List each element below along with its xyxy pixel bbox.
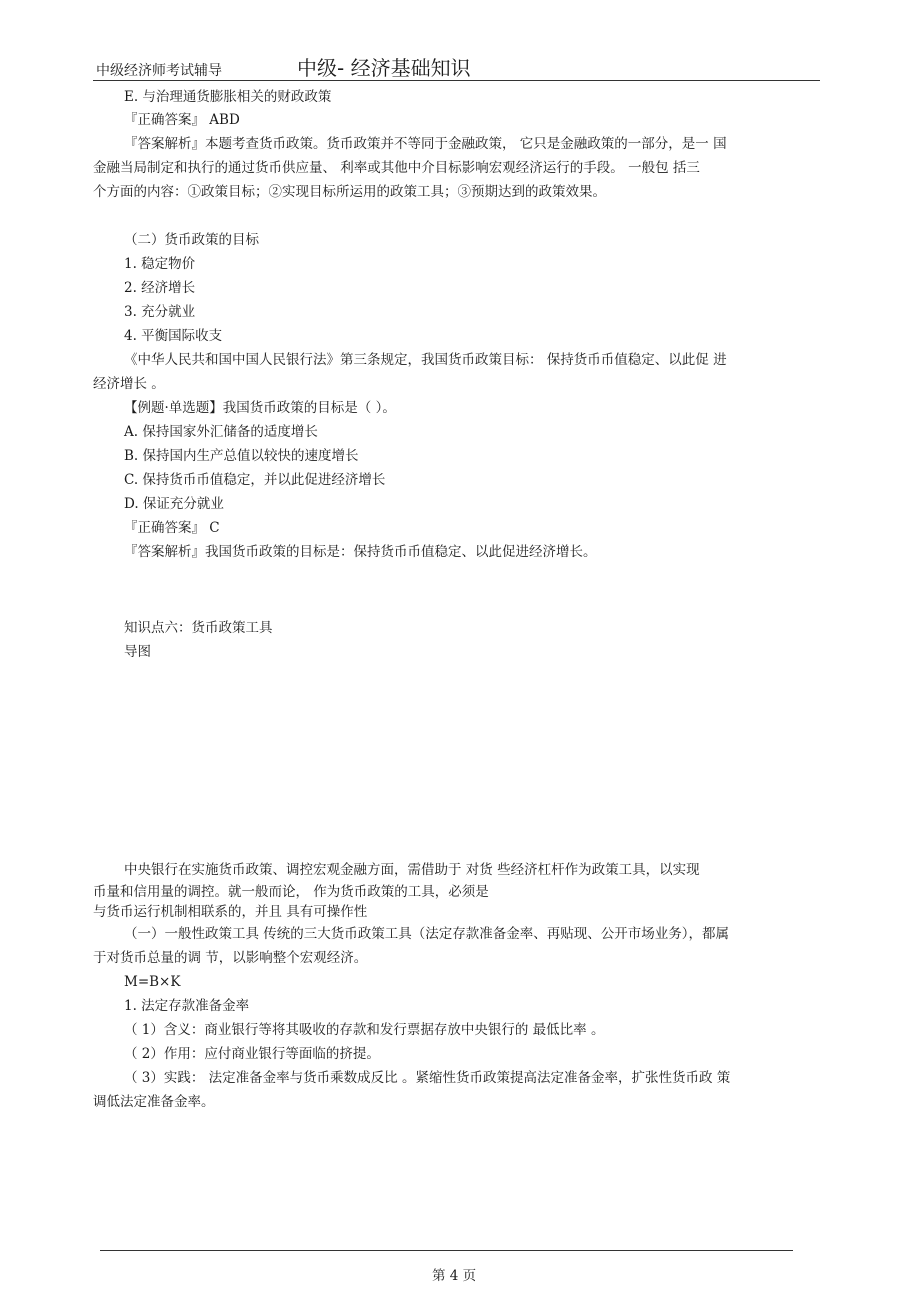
page-number: 第 4 页 <box>432 1268 477 1284</box>
option-e: E. 与治理通货膨胀相关的财政政策 <box>124 89 332 105</box>
general-tools-line-1: （一）一般性政策工具 传统的三大货币政策工具（法定存款准备金率、再贴现、公开市场业务），都属 <box>124 926 730 942</box>
example-question: 【例题·单选题】我国货币政策的目标是（ ）。 <box>124 400 396 416</box>
question-option-d: D. 保证充分就业 <box>124 496 224 512</box>
section-heading-goals: （二）货币政策的目标 <box>124 232 259 248</box>
law-provision-line-1: 《中华人民共和国中国人民银行法》第三条规定，我国货币政策目标： 保持货币币值稳定、以此促 进 <box>124 352 727 368</box>
question-option-a: A. 保持国家外汇储备的适度增长 <box>124 424 318 440</box>
mind-map-label: 导图 <box>124 644 151 660</box>
reserve-ratio-function: （ 2）作用：应付商业银行等面临的挤提。 <box>124 1046 380 1062</box>
correct-answer: 『正确答案』 ABD <box>124 112 240 128</box>
tools-intro-line-2: 币量和信用量的调控。就一般而论， 作为货币政策的工具，必须是 <box>93 884 489 900</box>
reserve-ratio-practice-line-1: （ 3）实践： 法定准备金率与货币乘数成反比 。紧缩性货币政策提高法定准备金率，扩张性货币政 策 <box>124 1070 731 1086</box>
goal-item-3: 3. 充分就业 <box>124 304 196 320</box>
money-supply-formula: M=B×K <box>124 974 181 990</box>
question-option-c: C. 保持货币币值稳定，并以此促进经济增长 <box>124 472 386 488</box>
tools-intro-line-3: 与货币运行机制相联系的，并且 具有可操作性 <box>93 904 368 920</box>
tools-intro-line-1: 中央银行在实施货币政策、调控宏观金融方面，需借助于 对货 些经济杠杆作为政策工具，以实现 <box>124 862 700 878</box>
explanation-line-2: 金融当局制定和执行的通过货币供应量、 利率或其他中介目标影响宏观经济运行的手段。 一般包 括三 <box>93 160 700 176</box>
question-explanation: 『答案解析』我国货币政策的目标是：保持货币币值稳定、以此促进经济增长。 <box>124 544 597 560</box>
question-option-b: B. 保持国内生产总值以较快的速度增长 <box>124 448 359 464</box>
question-correct-answer: 『正确答案』 C <box>124 520 220 536</box>
goal-item-4: 4. 平衡国际收支 <box>124 328 223 344</box>
explanation-line-3: 个方面的内容：①政策目标；②实现目标所运用的政策工具；③预期达到的政策效果。 <box>93 184 606 200</box>
general-tools-line-2: 于对货币总量的调 节，以影响整个宏观经济。 <box>93 950 368 966</box>
goal-item-1: 1. 稳定物价 <box>124 256 196 272</box>
footer-divider <box>100 1250 793 1251</box>
reserve-ratio-practice-line-2: 调低法定准备金率。 <box>93 1094 215 1110</box>
header-divider <box>93 80 820 81</box>
reserve-ratio-heading: 1. 法定存款准备金率 <box>124 998 250 1014</box>
goal-item-2: 2. 经济增长 <box>124 280 196 296</box>
header-series-title: 中级经济师考试辅导 <box>96 63 222 79</box>
reserve-ratio-meaning: （ 1）含义：商业银行等将其吸收的存款和发行票据存放中央银行的 最低比率 。 <box>124 1022 605 1038</box>
law-provision-line-2: 经济增长 。 <box>93 376 165 392</box>
knowledge-point-title: 知识点六：货币政策工具 <box>124 620 273 636</box>
explanation-line-1: 『答案解析』本题考查货币政策。货币政策并不等同于金融政策， 它只是金融政策的一部分，是一 国 <box>124 136 727 152</box>
header-course-title: 中级- 经济基础知识 <box>297 56 471 80</box>
